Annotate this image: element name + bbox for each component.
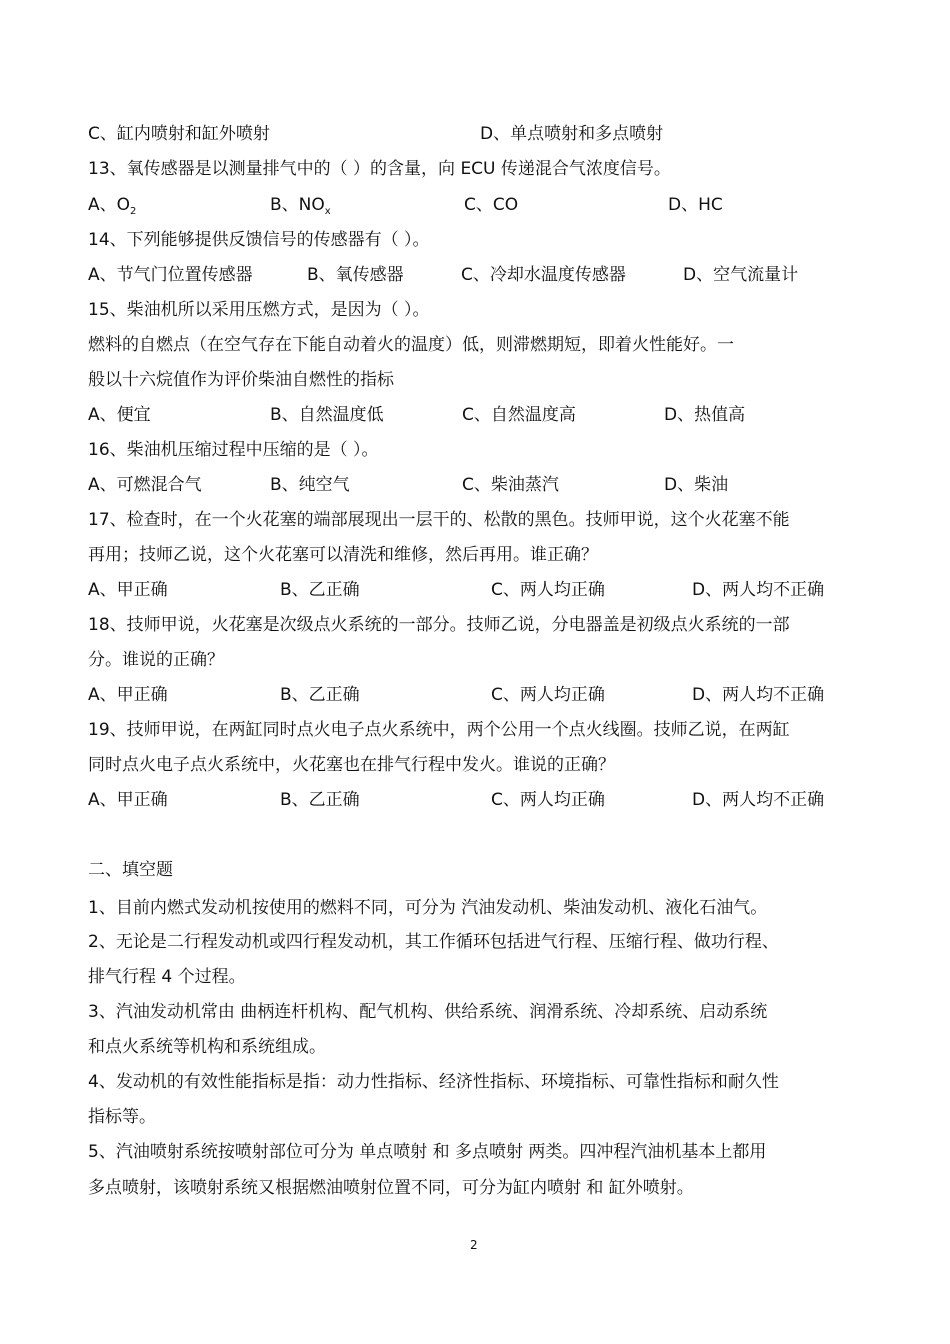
q16-option-a: A、可燃混合气 (88, 475, 202, 495)
q15-option-c: C、自然温度高 (462, 405, 576, 425)
fill-3-line1: 3、汽油发动机常由 曲柄连杆机构、配气机构、供给系统、润滑系统、冷却系统、启动系统 (88, 1002, 768, 1022)
q19-option-b: B、乙正确 (280, 790, 360, 810)
q13-option-a: A、$O_2$ (88, 195, 137, 217)
q14-stem: 14、下列能够提供反馈信号的传感器有（ ）。 (88, 230, 430, 250)
fill-5-line1: 5、汽油喷射系统按喷射部位可分为 单点喷射 和 多点喷射 两类。四冲程汽油机基本上都用 (88, 1142, 767, 1162)
q13-stem: 13、氧传感器是以测量排气中的（ ）的含量，向 ECU 传递混合气浓度信号。 (88, 159, 671, 179)
q17-stem-line2: 再用；技师乙说，这个火花塞可以清洗和维修，然后再用。谁正确？ (88, 545, 598, 565)
fill-5-line2: 多点喷射，该喷射系统又根据燃油喷射位置不同，可分为缸内喷射 和 缸外喷射。 (88, 1178, 694, 1198)
q17-option-c: C、两人均正确 (491, 580, 605, 600)
q12-option-c: C、缸内喷射和缸外喷射 (88, 124, 270, 144)
q14-option-b: B、氧传感器 (307, 265, 404, 285)
fill-3-line2: 和点火系统等机构和系统组成。 (88, 1037, 326, 1057)
fill-4-line2: 指标等。 (88, 1107, 156, 1127)
page-number: 2 (470, 1238, 478, 1252)
q19-stem-line1: 19、技师甲说，在两缸同时点火电子点火系统中，两个公用一个点火线圈。技师乙说，在两缸 (88, 720, 790, 740)
q15-note-line1: 燃料的自燃点（在空气存在下能自动着火的温度）低，则滞燃期短，即着火性能好。一 (88, 335, 734, 355)
q14-option-d: D、空气流量计 (683, 265, 799, 285)
q13-option-c: C、CO (464, 195, 519, 215)
q19-stem-line2: 同时点火电子点火系统中，火花塞也在排气行程中发火。谁说的正确？ (88, 755, 615, 775)
q14-option-a: A、节气门位置传感器 (88, 265, 253, 285)
q17-stem-line1: 17、检查时，在一个火花塞的端部展现出一层干的、松散的黑色。技师甲说，这个火花塞不能 (88, 510, 790, 530)
q19-option-d: D、两人均不正确 (692, 790, 825, 810)
q16-option-b: B、纯空气 (270, 475, 350, 495)
q18-option-d: D、两人均不正确 (692, 685, 825, 705)
q18-stem-line1: 18、技师甲说，火花塞是次级点火系统的一部分。技师乙说，分电器盖是初级点火系统的一部 (88, 615, 790, 635)
q18-stem-line2: 分。谁说的正确？ (88, 650, 224, 670)
q17-option-a: A、甲正确 (88, 580, 168, 600)
q17-option-b: B、乙正确 (280, 580, 360, 600)
q17-option-d: D、两人均不正确 (692, 580, 825, 600)
section2-title: 二、填空题 (88, 860, 173, 880)
q15-option-d: D、热值高 (664, 405, 746, 425)
q15-stem: 15、柴油机所以采用压燃方式，是因为（ ）。 (88, 300, 430, 320)
q14-option-c: C、冷却水温度传感器 (461, 265, 626, 285)
q13-option-b: B、$NO_x$ (270, 195, 331, 217)
fill-1: 1、目前内燃式发动机按使用的燃料不同，可分为 汽油发动机、柴油发动机、液化石油气。 (88, 898, 768, 918)
q16-option-d: D、柴油 (664, 475, 729, 495)
fill-4-line1: 4、发动机的有效性能指标是指：动力性指标、经济性指标、环境指标、可靠性指标和耐久性 (88, 1072, 779, 1092)
q19-option-a: A、甲正确 (88, 790, 168, 810)
q18-option-b: B、乙正确 (280, 685, 360, 705)
fill-2-line1: 2、无论是二行程发动机或四行程发动机，其工作循环包括进气行程、压缩行程、做功行程、 (88, 932, 779, 952)
fill-2-line2: 排气行程 4 个过程。 (88, 967, 246, 987)
q16-stem: 16、柴油机压缩过程中压缩的是（ ）。 (88, 440, 379, 460)
q18-option-c: C、两人均正确 (491, 685, 605, 705)
q15-option-a: A、便宜 (88, 405, 151, 425)
q15-note-line2: 般以十六烷值作为评价柴油自燃性的指标 (88, 370, 394, 390)
q12-option-d: D、单点喷射和多点喷射 (480, 124, 664, 144)
q19-option-c: C、两人均正确 (491, 790, 605, 810)
q16-option-c: C、柴油蒸汽 (462, 475, 559, 495)
q15-option-b: B、自然温度低 (270, 405, 384, 425)
q18-option-a: A、甲正确 (88, 685, 168, 705)
q13-option-d: D、HC (668, 195, 723, 215)
